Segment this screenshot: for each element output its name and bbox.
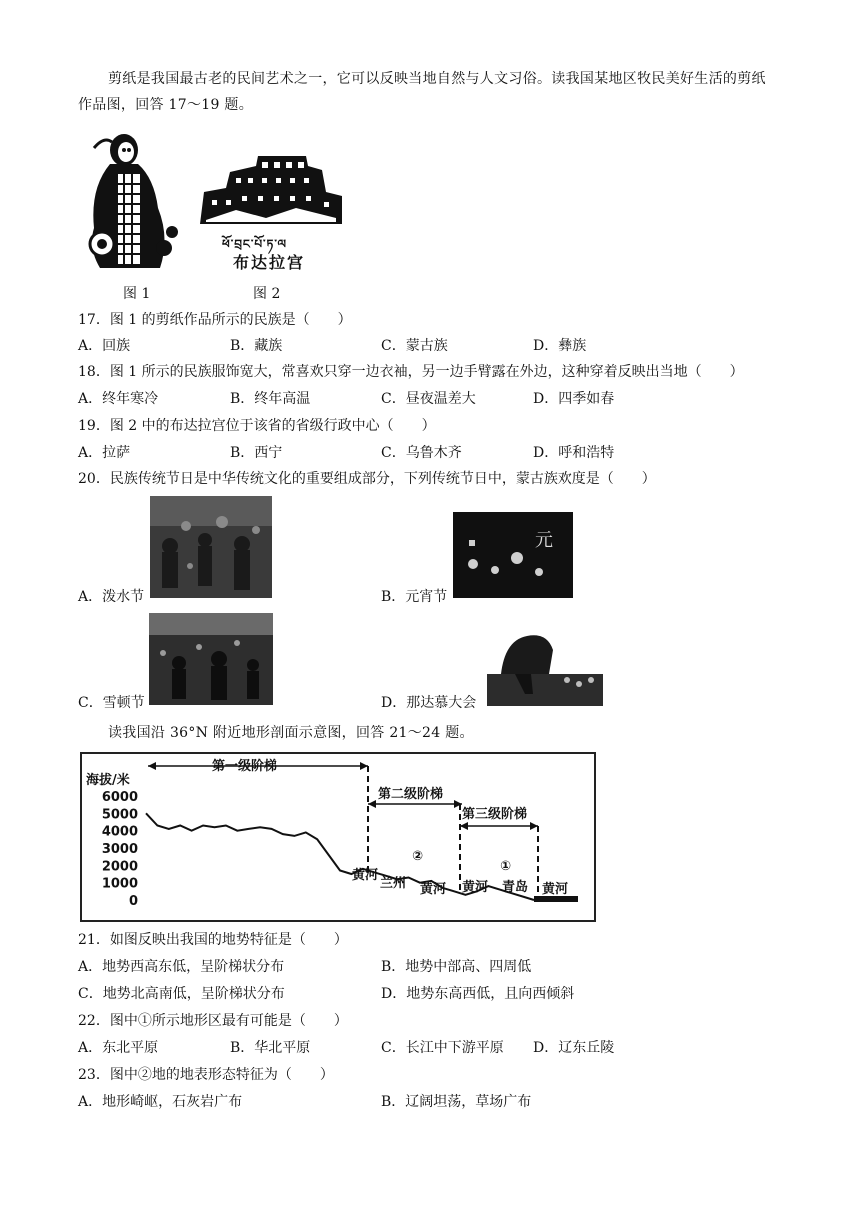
- terrain-profile-svg: [82, 754, 594, 920]
- step-1-arrowhead-left: [148, 762, 156, 770]
- y-tick-label: 1000: [101, 876, 138, 892]
- step-1-label: 第一级阶梯: [212, 759, 278, 774]
- place-label-huanghe-2: 黄河: [420, 882, 447, 897]
- step-3-label: 第三级阶梯: [462, 807, 528, 822]
- q22-option-c: C．长江中下游平原: [381, 1040, 504, 1056]
- q19-option-d: D．呼和浩特: [533, 445, 615, 461]
- question-23-stem: 23．图中②地的地表形态特征为（ ）: [78, 1067, 334, 1083]
- q17-option-d: D．彝族: [533, 338, 587, 354]
- y-tick-label: 3000: [101, 842, 138, 857]
- question-20-stem: 20．民族传统节日是中华传统文化的重要组成部分，下列传统节日中，蒙古族欢度是（ ）: [78, 471, 656, 487]
- terrain-profile-chart: [80, 752, 596, 922]
- step-3-arrowhead-right: [530, 822, 538, 830]
- y-tick-label: 4000: [101, 824, 138, 840]
- step-2-arrowhead-left: [368, 800, 376, 808]
- q21-option-d: D．地势东高西低，且向西倾斜: [381, 986, 575, 1002]
- q21-option-c: C．地势北高南低，呈阶梯状分布: [78, 986, 285, 1002]
- step-2-label: 第二级阶梯: [378, 787, 444, 802]
- q17-option-a: A．回族: [78, 338, 131, 354]
- question-21-stem: 21．如图反映出我国的地势特征是（ ）: [78, 932, 348, 948]
- q18-option-c: C．昼夜温差大: [381, 391, 476, 407]
- question-17-stem: 17．图 1 的剪纸作品所示的民族是（ ）: [78, 312, 352, 328]
- step-3-arrowhead-left: [460, 822, 468, 830]
- y-tick-label: 2000: [101, 859, 138, 875]
- q17-option-b: B．藏族: [230, 338, 283, 354]
- q22-option-a: A．东北平原: [78, 1040, 159, 1056]
- place-label-huanghe-1: 黄河: [352, 868, 379, 883]
- q17-option-c: C．蒙古族: [381, 338, 448, 354]
- place-label-qingdao: 青岛: [502, 880, 529, 895]
- naadam-festival-photo: [487, 630, 603, 706]
- intro-paragraph: 剪纸是我国最古老的民间艺术之一，它可以反映当地自然与人文习俗。读我国某地区牧民美好生活的剪纸作品图，回答 17～19 题。: [78, 71, 766, 113]
- q20-option-a: A．泼水节: [78, 589, 145, 605]
- q18-option-d: D．四季如春: [533, 391, 615, 407]
- figure-1-caption: 图 1: [123, 286, 151, 302]
- q21-option-a: A．地势西高东低，呈阶梯状分布: [78, 959, 285, 975]
- q20-option-c: C．雪顿节: [78, 695, 145, 711]
- question-22-stem: 22．图中①所示地形区最有可能是（ ）: [78, 1013, 348, 1029]
- place-label-huanghe-4: 黄河: [542, 882, 569, 897]
- question-18-stem: 18．图 1 所示的民族服饰宽大，常喜欢只穿一边衣袖，另一边手臂露在外边，这种穿着反映出当地（ ）: [78, 364, 744, 380]
- step-1-arrowhead-right: [360, 762, 368, 770]
- shoton-festival-photo: [149, 613, 273, 705]
- intro-paragraph-2: 读我国沿 36°N 附近地形剖面示意图，回答 21～24 题。: [108, 725, 474, 741]
- y-tick-label: 0: [128, 894, 138, 909]
- y-tick-label: 5000: [101, 807, 138, 823]
- q20-option-d: D．那达慕大会: [381, 695, 477, 711]
- q19-option-a: A．拉萨: [78, 445, 131, 461]
- q23-option-b: B．辽阔坦荡，草场广布: [381, 1094, 532, 1110]
- q19-option-b: B．西宁: [230, 445, 283, 461]
- marker-2: ②: [412, 849, 424, 864]
- lantern-festival-photo: [453, 512, 573, 598]
- potala-chinese-label: 布达拉宫: [233, 253, 306, 272]
- q23-option-a: A．地形崎岖，石灰岩广布: [78, 1094, 243, 1110]
- potala-palace-figure-2: [196, 152, 346, 232]
- y-tick-label: 6000: [101, 790, 138, 805]
- tibetan-script-label: ཕོ་བྲང་པོ་ཏ་ལ: [222, 237, 288, 251]
- q19-option-c: C．乌鲁木齐: [381, 445, 462, 461]
- marker-1: ①: [500, 859, 512, 874]
- paper-cut-figure-1: [80, 128, 180, 270]
- svg-text:元: 元: [535, 530, 553, 551]
- figure-2-caption: 图 2: [253, 286, 281, 302]
- q18-option-a: A．终年寒冷: [78, 391, 159, 407]
- q18-option-b: B．终年高温: [230, 391, 311, 407]
- q22-option-b: B．华北平原: [230, 1040, 311, 1056]
- y-axis-title: 海拔/米: [86, 773, 130, 788]
- q20-option-b: B．元宵节: [381, 589, 448, 605]
- q21-option-b: B．地势中部高、四周低: [381, 959, 532, 975]
- place-label-lanzhou: 兰州: [380, 876, 407, 891]
- question-19-stem: 19．图 2 中的布达拉宫位于该省的省级行政中心（ ）: [78, 418, 436, 434]
- water-splashing-festival-photo: [150, 496, 272, 598]
- place-label-huanghe-3: 黄河: [462, 880, 489, 895]
- q22-option-d: D．辽东丘陵: [533, 1040, 615, 1056]
